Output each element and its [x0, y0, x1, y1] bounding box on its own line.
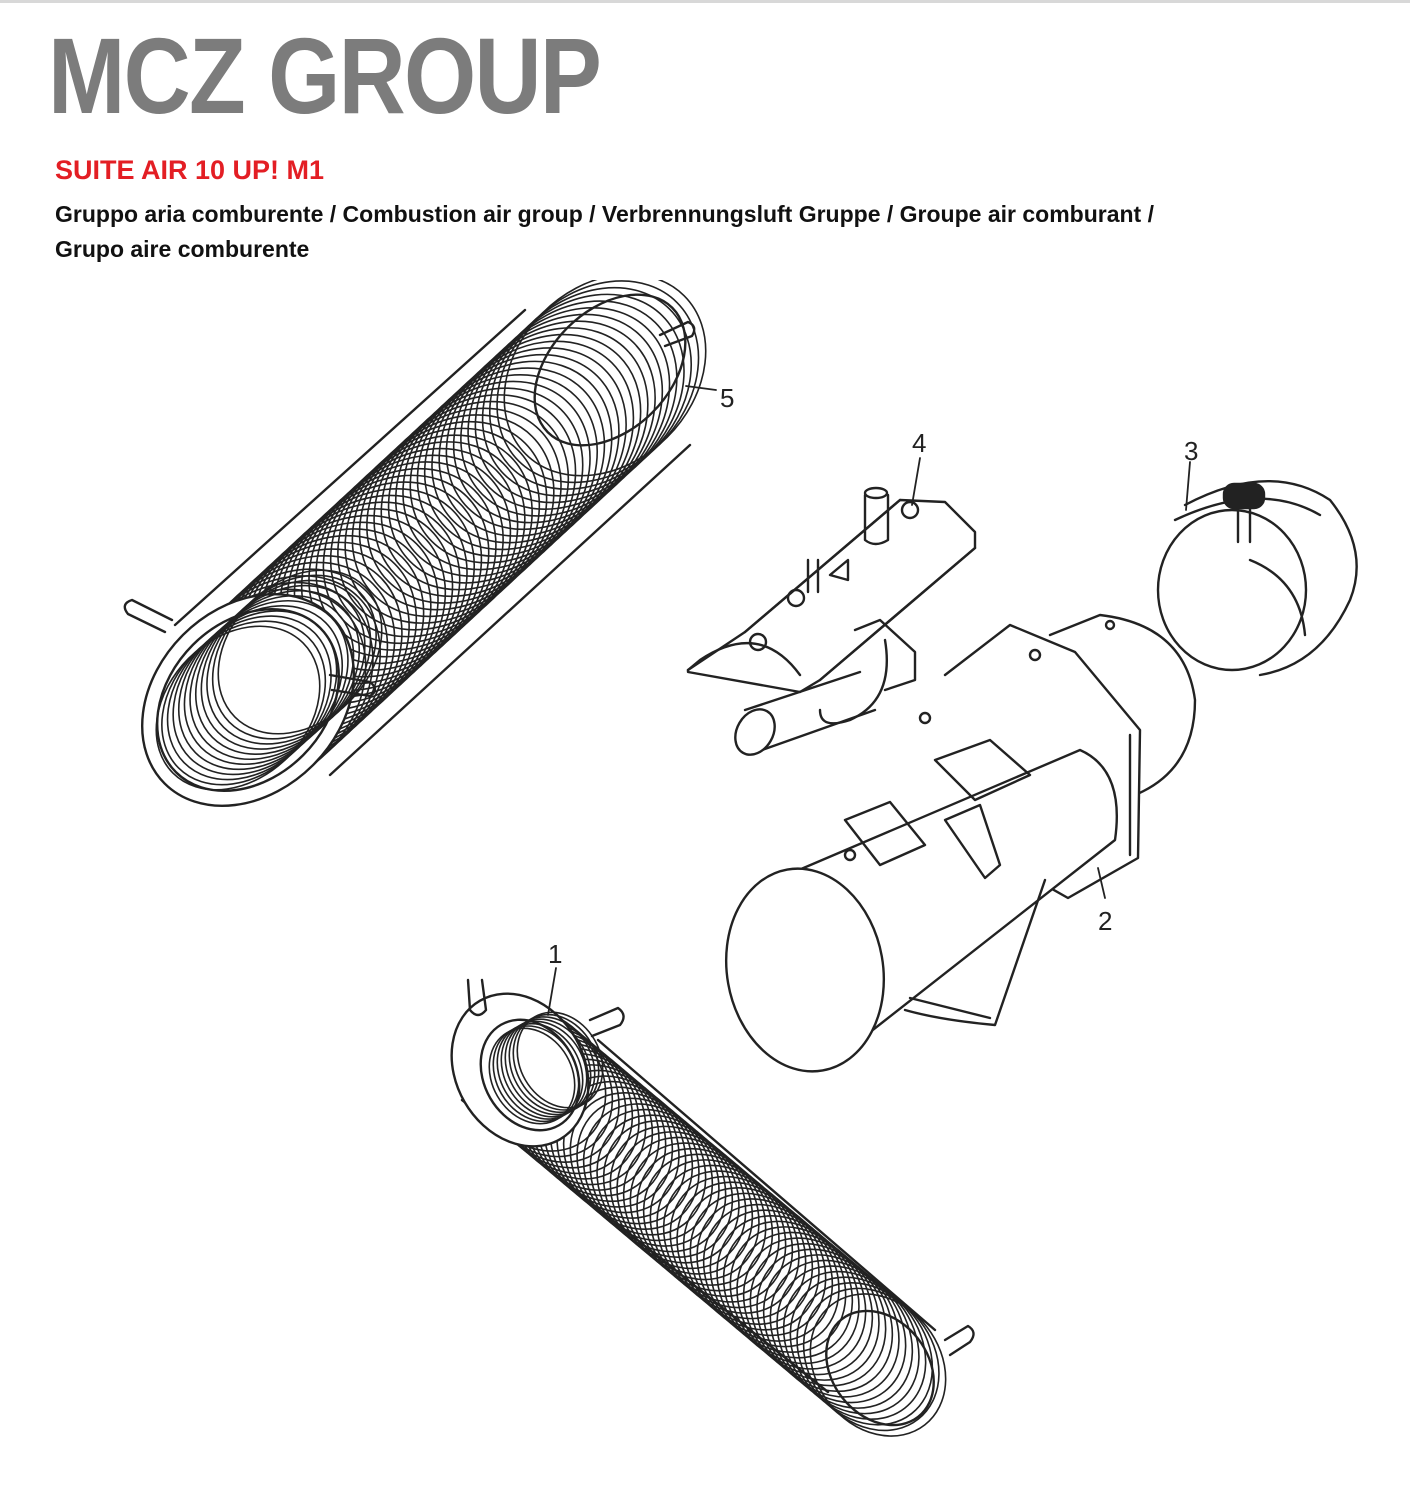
- hose-rib: [682, 1183, 873, 1379]
- brand-logo: MCZ GROUP: [48, 15, 601, 136]
- hose-rib: [736, 1228, 927, 1424]
- hose-rib: [576, 1094, 767, 1290]
- hose-rib: [669, 1172, 860, 1368]
- group-subtitle: [55, 197, 1385, 267]
- hose-rib: [676, 1178, 867, 1374]
- part-3-ring-collar: [1158, 481, 1357, 675]
- hose-rib: [629, 1138, 820, 1334]
- hose-rib: [636, 1144, 827, 1340]
- part-4-bracket: [688, 488, 975, 762]
- hose-rib: [776, 1261, 967, 1457]
- callout-2: 2: [1098, 906, 1113, 936]
- hose-rib: [616, 1127, 807, 1323]
- exploded-diagram: [0, 280, 1410, 1500]
- part-5-flexible-hose: [100, 280, 747, 848]
- part-1-flexible-hose: [425, 969, 974, 1463]
- hose-rib: [656, 1161, 847, 1357]
- hose-rib: [749, 1239, 940, 1435]
- hose-rib: [622, 1133, 813, 1329]
- model-title: SUITE AIR 10 UP! M1: [55, 155, 325, 185]
- hose-rib: [569, 1088, 760, 1284]
- hose-rib: [589, 1105, 780, 1301]
- hose-rib: [662, 1166, 853, 1362]
- top-divider: [0, 0, 1410, 3]
- subtitle-line-2: Grupo aire comburente: [55, 236, 310, 262]
- hose-rib: [609, 1122, 800, 1318]
- hose-rib: [562, 1083, 753, 1279]
- callout-4: 4: [912, 428, 927, 458]
- hose-rib: [464, 280, 747, 516]
- subtitle-line-1: Gruppo aria comburente / Combustion air group / Verbrennungsluft Gruppe / Groupe air comburant /: [55, 201, 1154, 227]
- hose-rib: [769, 1256, 960, 1452]
- hose-rib: [782, 1267, 973, 1463]
- hose-rib: [742, 1233, 933, 1429]
- hose-rib: [649, 1155, 840, 1351]
- callout-3: 3: [1184, 436, 1199, 466]
- hose-rib: [689, 1189, 880, 1385]
- hose-rib: [602, 1116, 793, 1312]
- hose-rib: [449, 280, 735, 530]
- hose-rib: [596, 1110, 787, 1306]
- callout-1: 1: [548, 939, 563, 969]
- callout-5: 5: [720, 383, 735, 413]
